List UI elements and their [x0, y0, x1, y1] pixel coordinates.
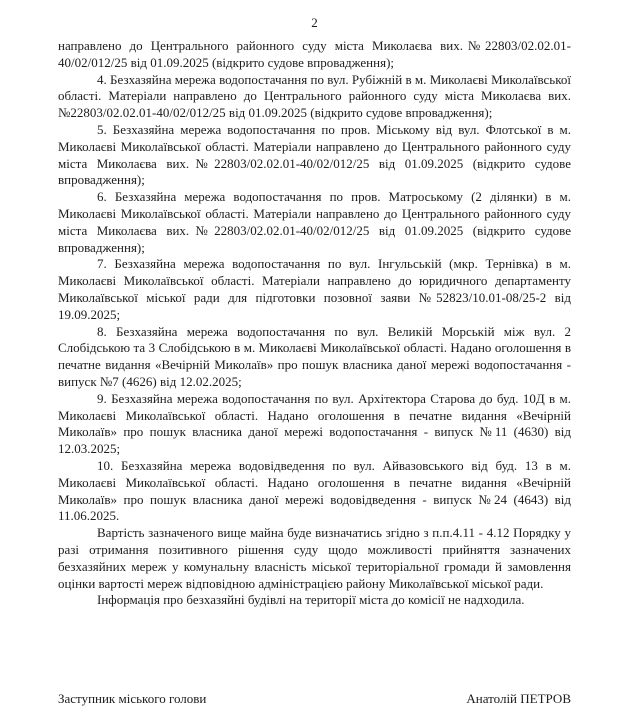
signature-name: Анатолій ПЕТРОВ: [466, 691, 571, 706]
page-number: 2: [311, 15, 318, 30]
signature-position: Заступник міського голови: [58, 691, 207, 706]
list-item-9: 9. Безхазяйна мережа водопостачання по вул. Архітектора Старова до буд. 10Д в м. Миколаєві Миколаївської області. Надано оголошення в печатне видання «Вечірній Миколаїв» про пошук власника даної мережі водопостачання - випуск №11 (4630) від 12.03.2025;: [58, 390, 571, 457]
paragraph-info-buildings: Інформація про безхазяйні будівлі на території міста до комісії не надходила.: [97, 592, 525, 608]
list-item-8: 8. Безхазяйна мережа водопостачання по вул. Великій Морській між вул. 2 Слобідською та 3 Слобідською в м. Миколаєві Миколаївської області. Надано оголошення в печатне видання «Вечірній Миколаїв» про пошук власника даної мережі водопостачання - випуск №7 (4626) від 12.02.2025;: [58, 323, 571, 389]
paragraph-valuation: Вартість зазначеного вище майна буде визначатись згідно з п.п.4.11 - 4.12 Порядку у разі отримання позитивного рішення суду щодо можливості прийняття зазначених безхазяйних мереж у комунальну власність міської територіальної громади й замовлення оцінки вартості мереж відповідною адміністрацією району Миколаївської міської ради.: [58, 525, 571, 591]
paragraph-continued: направлено до Центрального районного суду міста Миколаєва вих.№22803/02.02.01-40/02/012/25 від 01.09.2025 (відкрито судове впровадження);: [58, 38, 571, 70]
signature-block: [58, 691, 571, 708]
document-body: [58, 38, 571, 609]
list-item-6: 6. Безхазяйна мережа водопостачання по пров. Матроському (2 ділянки) в м. Миколаєві Миколаївської області. Матеріали направлено до Центрального районного суду міста Миколаєва вих.№22803/02.02.01-40/02/012/25 від 01.09.2025 (відкрито судове впровадження);: [58, 189, 571, 255]
list-item-10: 10. Безхазяйна мережа водовідведення по вул. Айвазовського від буд. 13 в м. Миколаєві Миколаївської області. Надано оголошення в печатне видання «Вечірній Миколаїв» про пошук власника даної мережі водовідведення - випуск №24 (4643) від 11.06.2025.: [58, 457, 571, 524]
list-item-4: 4. Безхазяйна мережа водопостачання по вул. Рубіжній в м. Миколаєві Миколаївської області. Матеріали направлено до Центрального районного суду міста Миколаєва вих.№22803/02.02.01-40/02/012/25 від 01.09.2025 (відкрито судове впровадження);: [58, 71, 571, 121]
list-item-7: 7. Безхазяйна мережа водопостачання по вул. Інгульській (мкр. Тернівка) в м. Миколаєві Миколаївської області. Матеріали направлено до юридичного департаменту Миколаївської міської ради для підготовки позовної заяви №52823/10.01-08/25-2 від 19.09.2025;: [58, 256, 571, 322]
list-item-5: 5. Безхазяйна мережа водопостачання по пров. Міському від вул. Флотської в м. Миколаєві Миколаївської області. Матеріали направлено до Центрального районного суду міста Миколаєва вих.№22803/02.02.01-40/02/012/25 від 01.09.2025 (відкрито судове впровадження);: [58, 121, 571, 188]
